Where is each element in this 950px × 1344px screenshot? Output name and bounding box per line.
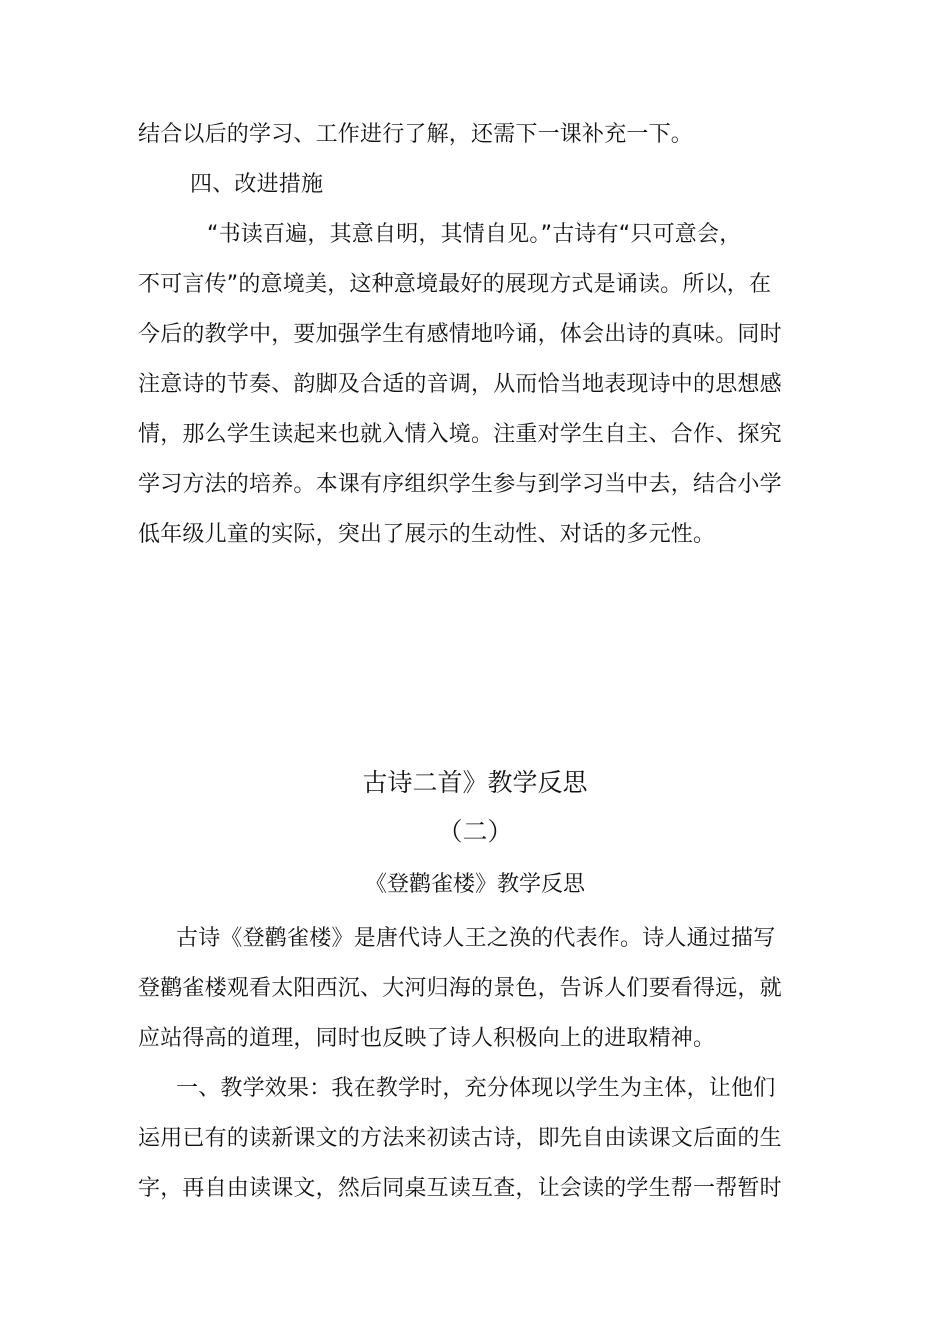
paragraph-line: 今后的教学中，要加强学生有感情地吟诵，体会出诗的真味。同时 [138, 322, 782, 347]
poem-reflection-heading: 《登鹳雀楼》教学反思 [364, 872, 585, 897]
paragraph-line: 学习方法的培养。本课有序组织学生参与到学习当中去，结合小学 [138, 472, 782, 497]
paragraph-line: 应站得高的道理，同时也反映了诗人积极向上的进取精神。 [138, 1026, 716, 1051]
paragraph-line: 运用已有的读新课文的方法来初读古诗，即先自由读课文后面的生 [138, 1126, 782, 1151]
paragraph-line: 登鹳雀楼观看太阳西沉、大河归海的景色，告诉人们要看得远，就 [138, 976, 782, 1001]
paragraph-line: “书读百遍，其意自明，其情自见。”古诗有“只可意会， [207, 222, 742, 247]
document-subtitle: （二） [437, 817, 513, 846]
paragraph-line: 不可言传”的意境美，这种意境最好的展现方式是诵读。所以，在 [138, 272, 772, 297]
paragraph-line: 注意诗的节奏、韵脚及合适的音调，从而恰当地表现诗中的思想感 [138, 372, 782, 397]
paragraph-line: 情，那么学生读起来也就入情入境。注重对学生自主、合作、探究 [138, 422, 782, 447]
paragraph-line: 低年级儿童的实际，突出了展示的生动性、对话的多元性。 [138, 522, 716, 547]
paragraph-line: 古诗《登鹳雀楼》是唐代诗人王之涣的代表作。诗人通过描写 [176, 926, 776, 951]
document-title: 古诗二首》教学反思 [362, 768, 588, 797]
section-heading-improvement: 四、改进措施 [190, 172, 324, 197]
paragraph-line: 一、教学效果：我在教学时，充分体现以学生为主体，让他们 [176, 1076, 776, 1101]
paragraph-line: 字，再自由读课文，然后同桌互读互查，让会读的学生帮一帮暂时 [138, 1176, 782, 1201]
continuation-text: 结合以后的学习、工作进行了解，还需下一课补充一下。 [138, 122, 694, 147]
